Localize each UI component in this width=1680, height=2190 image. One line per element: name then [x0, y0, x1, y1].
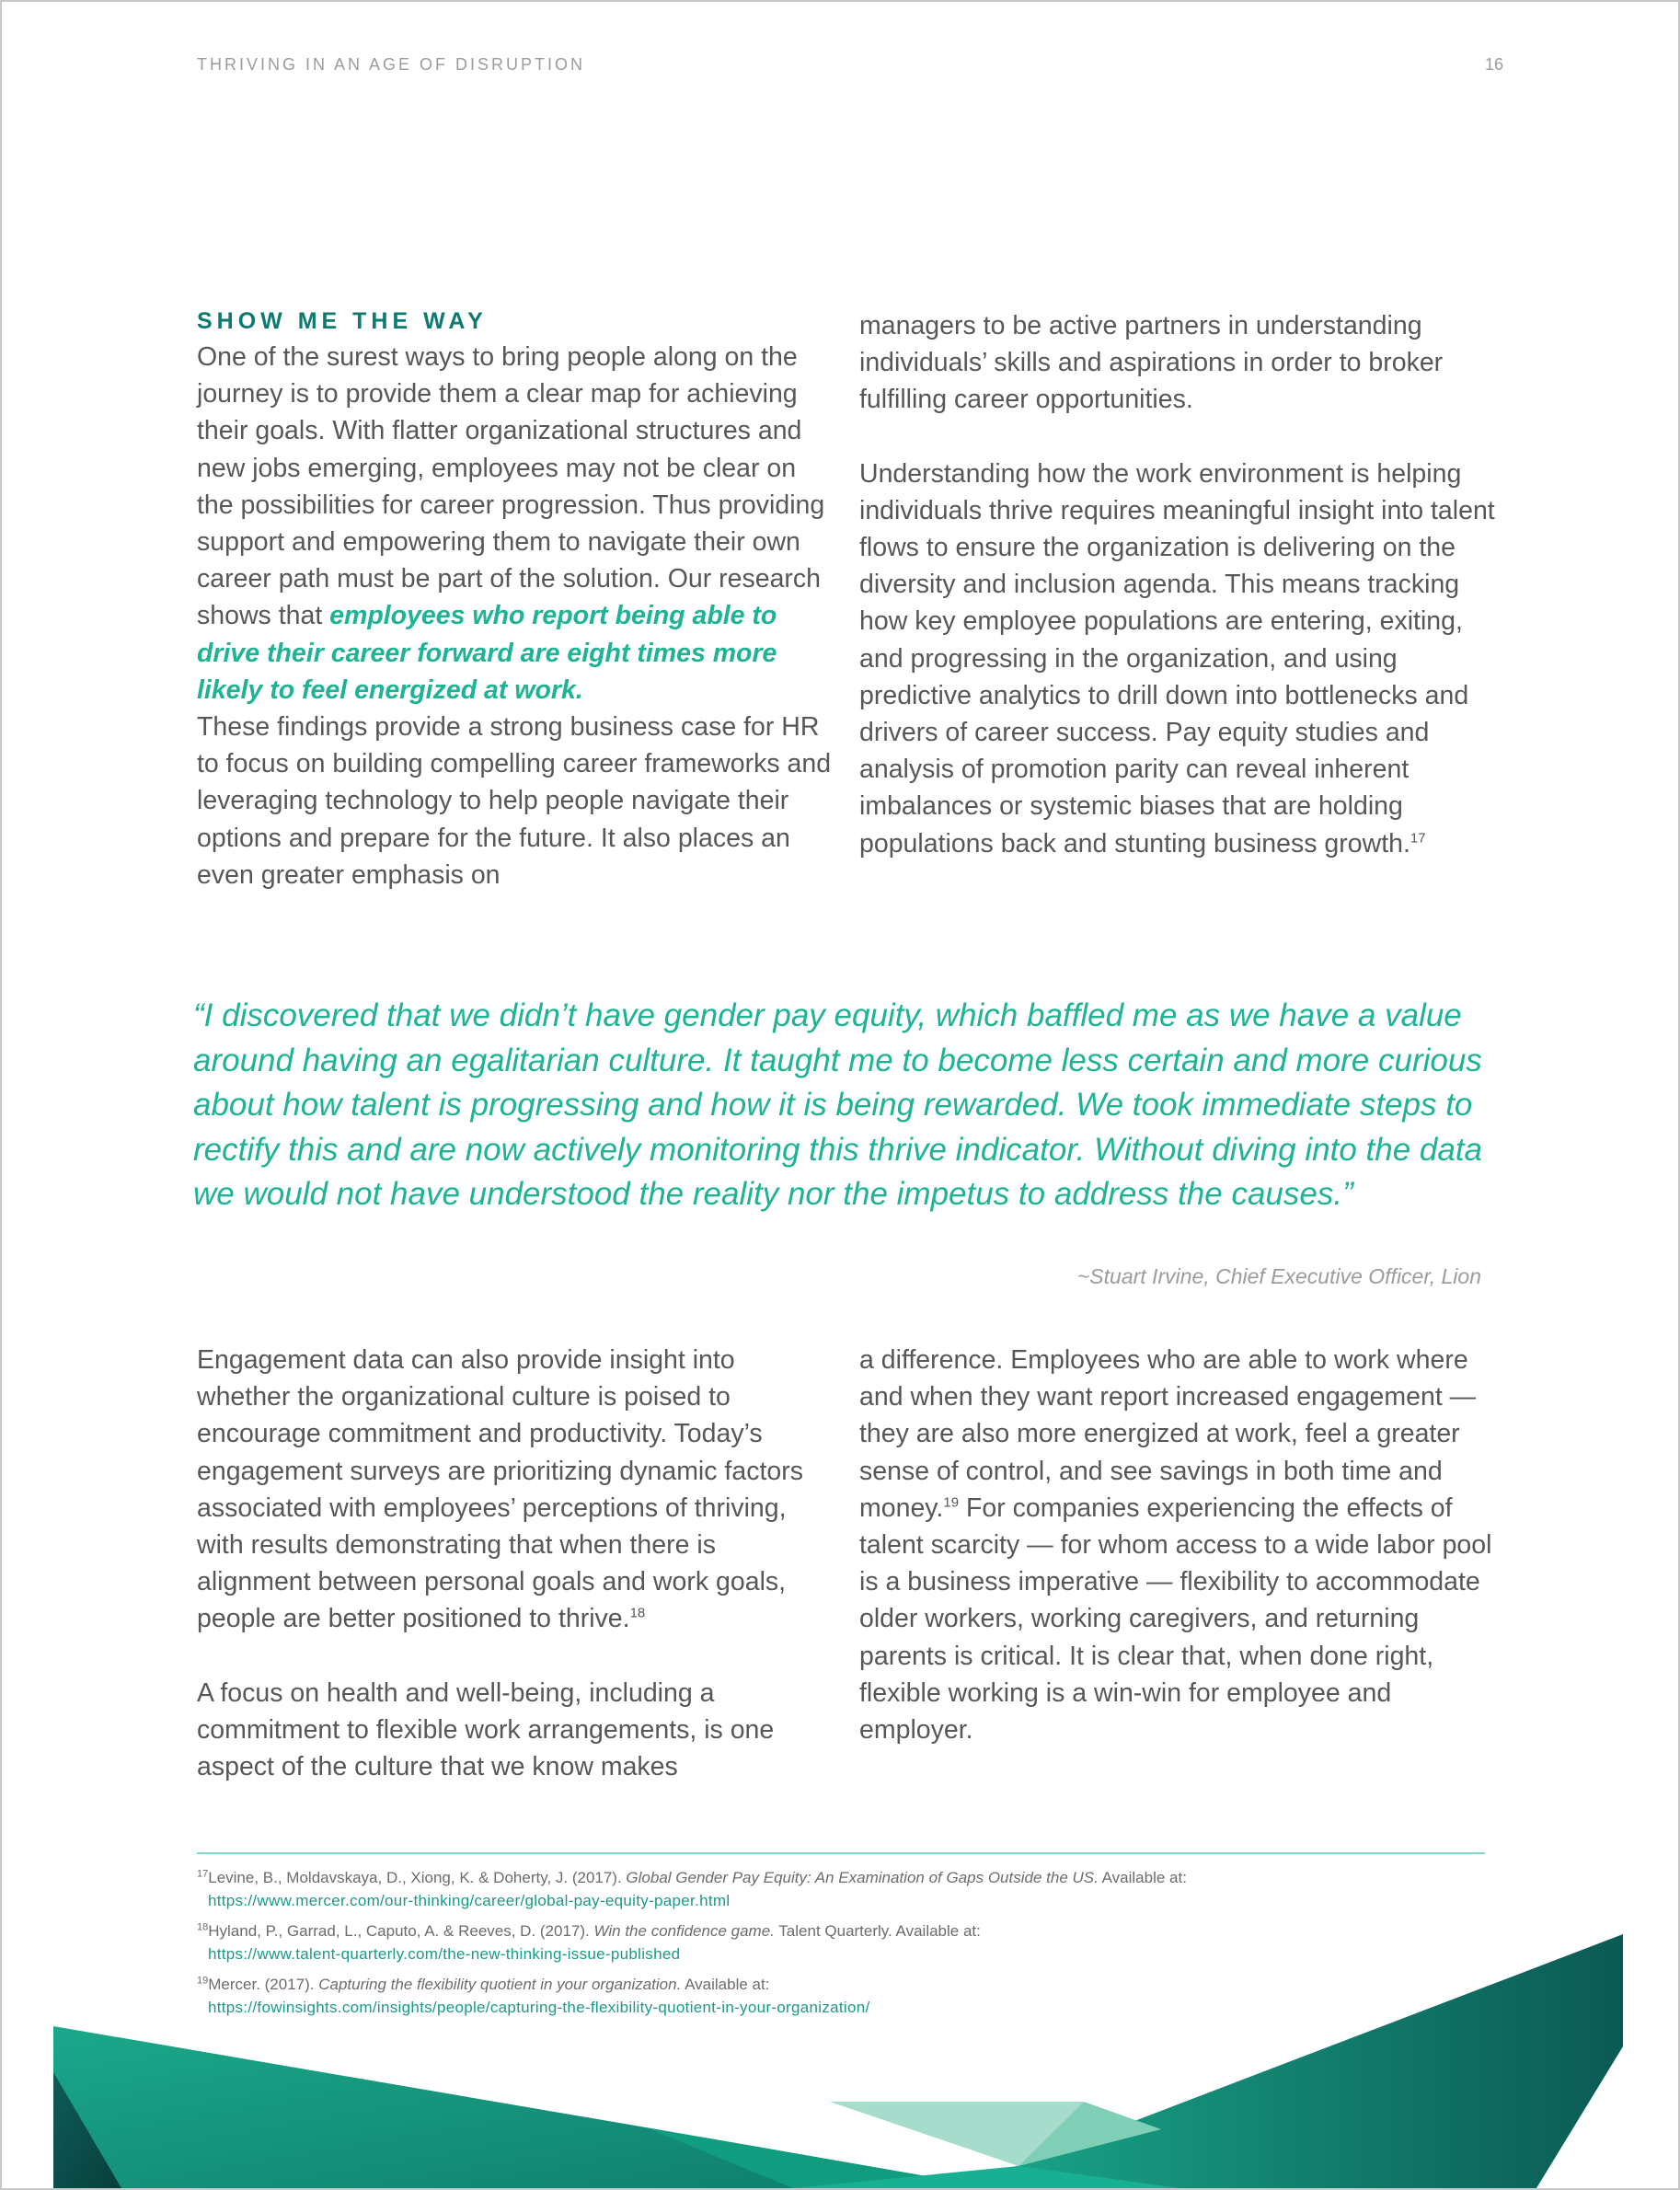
footnote-source: Available at:: [1098, 1869, 1187, 1886]
footnote-title: Win the confidence game.: [593, 1922, 775, 1940]
footnote-ref: 17: [1410, 830, 1426, 847]
footnote-number: 17: [197, 1868, 209, 1880]
paragraph-text: Engagement data can also provide insight into whether the organizational culture is poised to encourage commitment and productivity. Today’s engagement surveys are prioritizing dynamic factors associated with employees’ perceptions of thriving, with results demonstrating that when there is alignment between personal goals and work goals, people are better positioned to thrive.: [197, 1345, 803, 1634]
footnote-source: Available at:: [681, 1976, 770, 1993]
footnote-title: Global Gender Pay Equity: An Examination of Gaps Outside the US.: [626, 1869, 1099, 1886]
paragraph-text: These findings provide a strong business case for HR to focus on building compelling career frameworks and leveraging technology to help people navigate their options and prepare for the future. It also places an even greater emphasis on: [197, 712, 832, 890]
paragraph-text: Understanding how the work environment is helping individuals thrive requires meaningful insight into talent flows to ensure the organization is delivering on the diversity and inclusion agenda. This means tracking how key employee populations are entering, exiting, and progressing in the organization, and using predictive analytics to drill down into bottlenecks and drivers of career success. Pay equity studies and analysis of promotion parity can reveal inherent imbalances or systemic biases that are holding populations back and stunting business growth.: [859, 458, 1495, 859]
footnote-link[interactable]: https://fowinsights.com/insights/people/capturing-the-flexibility-quotient-in-your-organization/: [208, 1999, 870, 2016]
decorative-geometric-band: [2, 2, 1678, 2188]
pull-quote: “I discovered that we didn’t have gender pay equity, which baffled me as we have a value around having an egalitarian culture. It taught me to become less certain and more curious about how talent is progressing and how it is being rewarded. We took immediate steps to rectify this and are now actively monitoring this thrive indicator. Without diving into the data we would not have understood the reality nor the impetus to address the causes.”: [193, 997, 1483, 1213]
quote-attribution: ~Stuart Irvine, Chief Executive Officer, Lion: [1076, 1264, 1481, 1288]
paragraph-text: One of the surest ways to bring people along on the journey is to provide them a clear map for achieving their goals. With flatter organizational structures and new jobs emerging, employees may not be clear on the possibilities for career progression. Thus providing support and empowering them to navigate their own career path must be part of the solution. Our research shows that: [197, 342, 825, 631]
footnote-link[interactable]: https://www.mercer.com/our-thinking/career/global-pay-equity-paper.html: [208, 1892, 731, 1909]
footnote-link[interactable]: https://www.talent-quarterly.com/the-new-thinking-issue-published: [208, 1945, 681, 1963]
paragraph-text: a difference. Employees who are able to work where and when they want report increased engagement — they are also more energized at work, feel a greater sense of control, and see savings in both time and money.: [859, 1345, 1477, 1523]
section-heading: SHOW ME THE WAY: [197, 308, 488, 334]
footnote-number: 18: [197, 1921, 209, 1933]
footnote-authors: Hyland, P., Garrad, L., Caputo, A. & Reeves, D. (2017).: [208, 1922, 594, 1940]
footnote-ref: 19: [943, 1494, 960, 1511]
footnote-authors: Mercer. (2017).: [208, 1976, 319, 1993]
key-finding-highlight: employees who report being able to drive their career forward are eight times more likely to feel energized at work.: [197, 601, 777, 705]
footnote-source: Talent Quarterly. Available at:: [774, 1922, 981, 1940]
page-number: 16: [1484, 55, 1503, 74]
body-paragraph: A focus on health and well-being, including a commitment to flexible work arrangements, is one aspect of the culture that we know makes: [197, 1677, 775, 1782]
running-header: THRIVING IN AN AGE OF DISRUPTION: [197, 55, 586, 74]
footnote-authors: Levine, B., Moldavskaya, D., Xiong, K. & Doherty, J. (2017).: [208, 1869, 627, 1886]
footnote-number: 19: [197, 1975, 209, 1987]
footnote-title: Capturing the flexibility quotient in your organization.: [318, 1976, 682, 1993]
paragraph-text: For companies experiencing the effects of talent scarcity — for whom access to a wide labor pool is a business imperative — flexibility to accommodate older workers, working caregivers, and returning parents is critical. It is clear that, when done right, flexible working is a win-win for employee and employer.: [859, 1493, 1492, 1746]
footnote-ref: 18: [629, 1605, 646, 1621]
body-paragraph: managers to be active partners in understanding individuals’ skills and aspirations in order to broker fulfilling career opportunities.: [859, 311, 1444, 415]
